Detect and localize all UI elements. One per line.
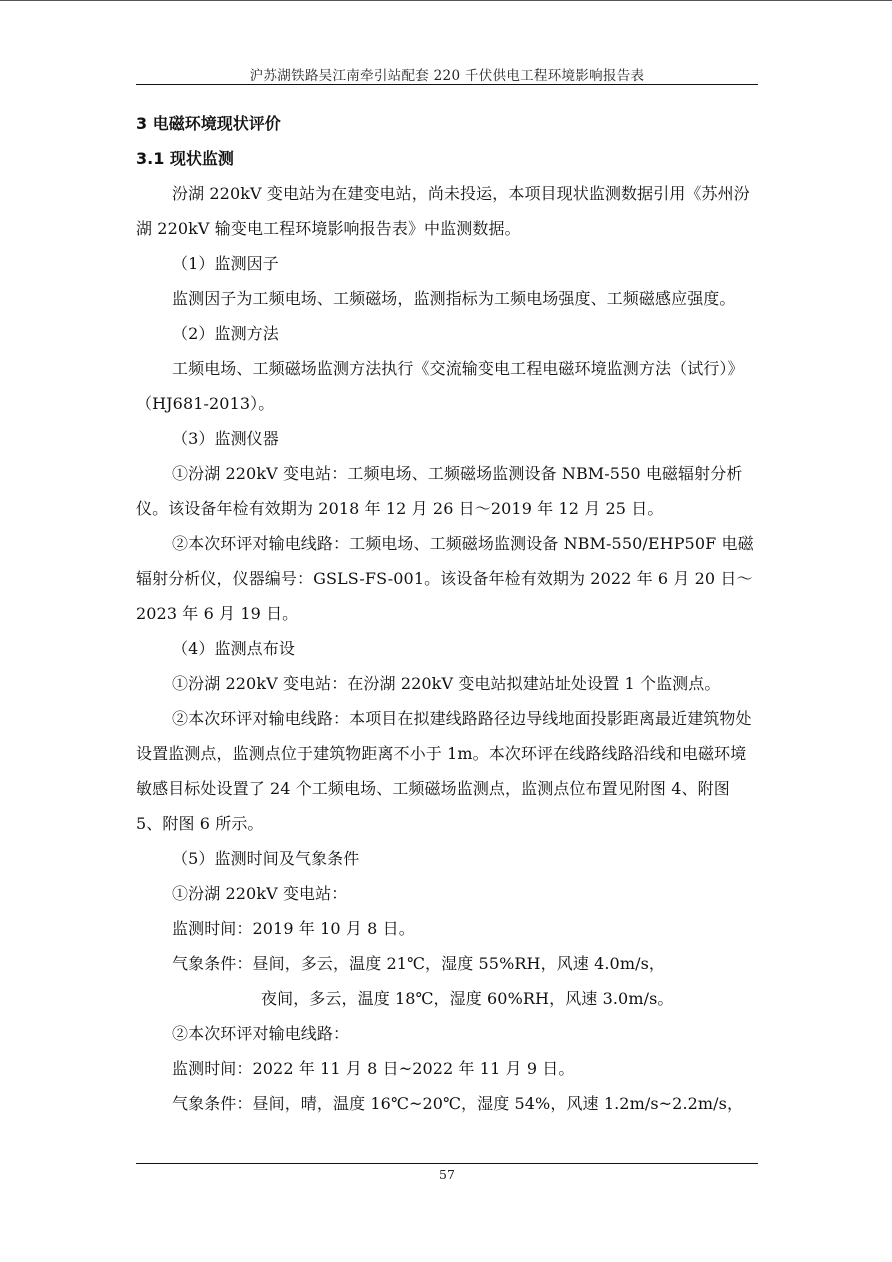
paragraph: 气象条件：昼间，晴，温度 16℃~20℃，湿度 54%，风速 1.2m/s~2.2m/s， (172, 1094, 744, 1113)
paragraph: ②本次环评对输电线路： (172, 1024, 350, 1043)
paragraph: 气象条件：昼间，多云，温度 21℃，湿度 55%RH，风速 4.0m/s， (172, 954, 665, 973)
paragraph: ①汾湖 220kV 变电站：在汾湖 220kV 变电站拟建站址处设置 1 个监测点。 (172, 674, 721, 693)
paragraph: ②本次环评对输电线路：工频电场、工频磁场监测设备 NBM-550/EHP50F 电磁辐射分析仪，仪器编号：GSLS-FS-001。该设备年检有效期为 2022 年 6 月 20 日～2023 年 6 月 19 日。 (136, 534, 754, 623)
top-border (0, 0, 892, 1)
paragraph-list (136, 176, 758, 1121)
paragraph: （5）监测时间及气象条件 (172, 849, 360, 868)
section-heading: 3 电磁环境现状评价 (136, 114, 281, 133)
subsection-heading: 3.1 现状监测 (136, 149, 234, 168)
paragraph: 监测时间：2022 年 11 月 8 日~2022 年 11 月 9 日。 (172, 1059, 575, 1078)
paragraph: 汾湖 220kV 变电站为在建变电站，尚未投运，本项目现状监测数据引用《苏州汾湖 220kV 输变电工程环境影响报告表》中监测数据。 (136, 184, 750, 238)
header-divider (136, 84, 758, 85)
paragraph: 工频电场、工频磁场监测方法执行《交流输变电工程电磁环境监测方法（试行）》（HJ681-2013）。 (136, 359, 744, 413)
paragraph: 监测因子为工频电场、工频磁场，监测指标为工频电场强度、工频磁感应强度。 (172, 289, 736, 308)
paragraph: （2）监测方法 (172, 324, 279, 343)
page-number: 57 (439, 1167, 455, 1182)
paragraph: 夜间，多云，温度 18℃，湿度 60%RH，风速 3.0m/s。 (261, 989, 674, 1008)
paragraph: ①汾湖 220kV 变电站：工频电场、工频磁场监测设备 NBM-550 电磁辐射分析仪。该设备年检有效期为 2018 年 12 月 26 日～2019 年 12 月 25 日。 (136, 464, 743, 518)
body-content (136, 106, 758, 1121)
paragraph: （4）监测点布设 (172, 639, 295, 658)
paragraph: 监测时间：2019 年 10 月 8 日。 (172, 919, 415, 938)
paragraph: （3）监测仪器 (172, 429, 279, 448)
paragraph: ②本次环评对输电线路：本项目在拟建线路路径边导线地面投影距离最近建筑物处设置监测点，监测点位于建筑物距离不小于 1m。本次环评在线路线路沿线和电磁环境敏感目标处设置了 24 个工频电场、工频磁场监测点，监测点位布置见附图 4、附图 5、附图 6 所示。 (136, 709, 752, 833)
page-header-title: 沪苏湖铁路吴江南牵引站配套 220 千伏供电工程环境影响报告表 (249, 68, 645, 84)
footer-divider (136, 1163, 758, 1164)
paragraph: （1）监测因子 (172, 254, 279, 273)
paragraph: ①汾湖 220kV 变电站： (172, 884, 348, 903)
